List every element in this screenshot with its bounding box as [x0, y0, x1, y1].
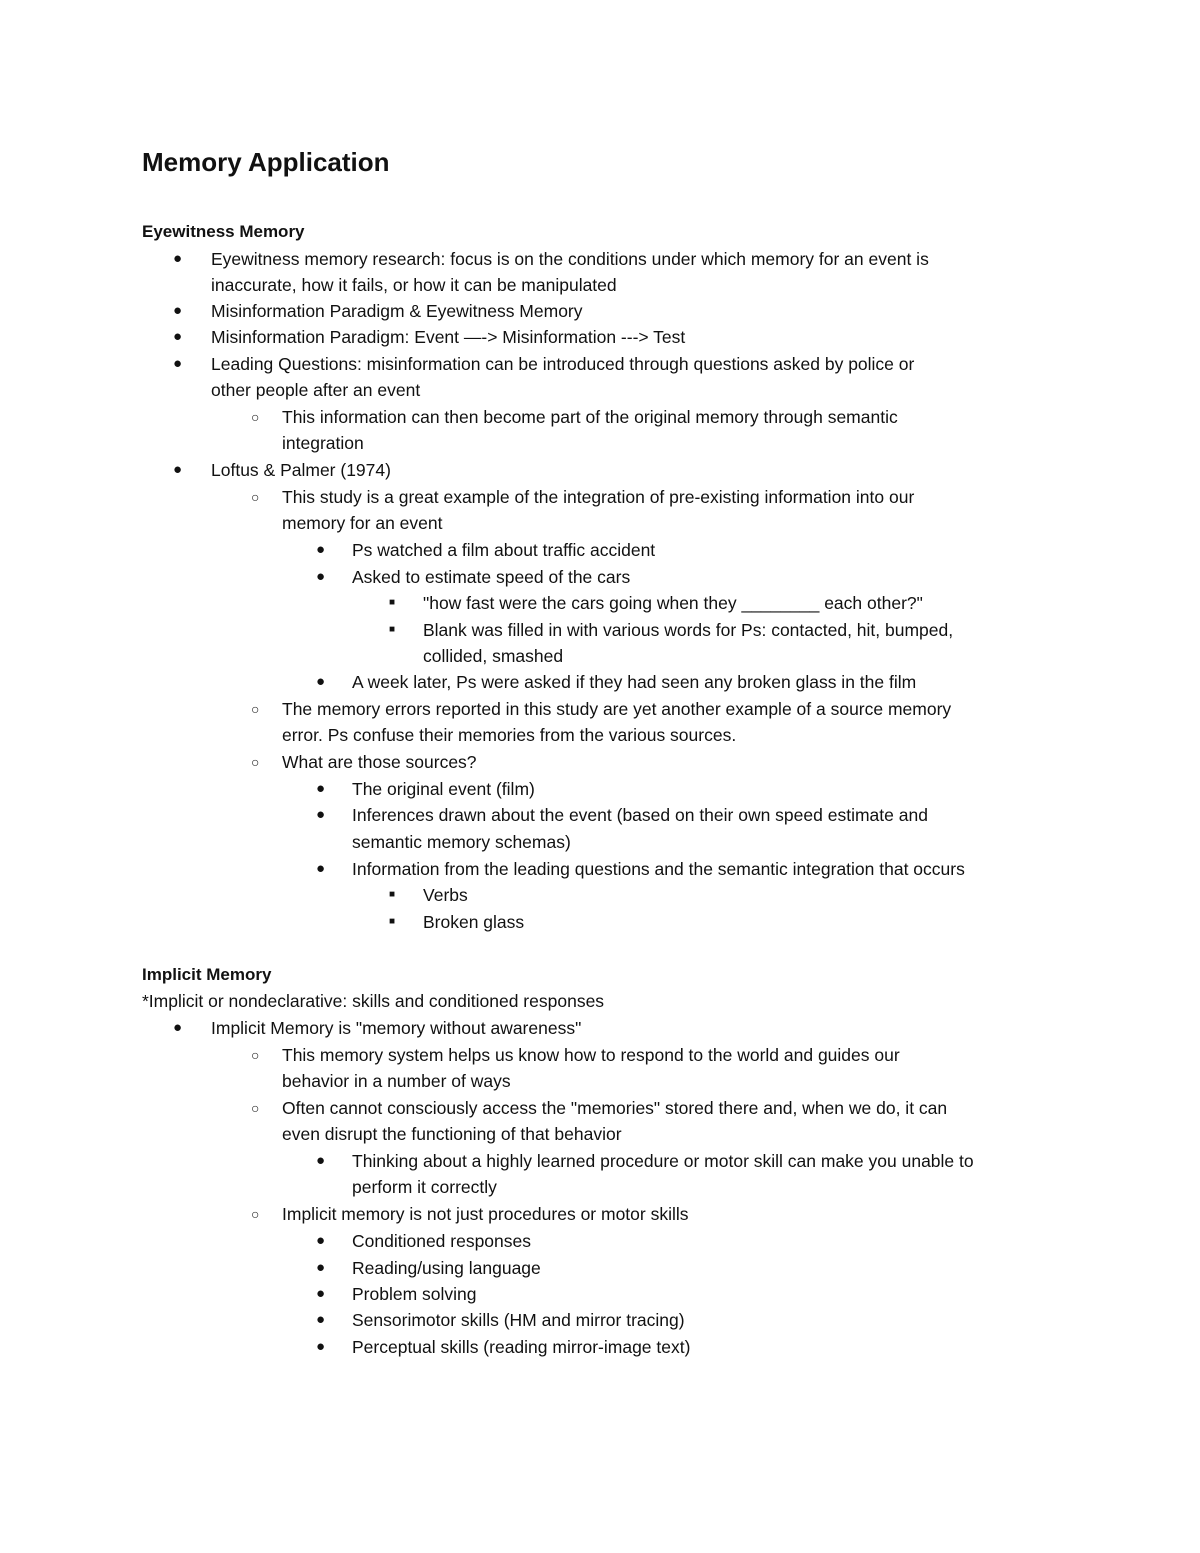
- bullet-disc-icon: ●: [316, 1259, 326, 1276]
- document-title: Memory Application: [142, 147, 390, 177]
- list-item-text: Verbs: [423, 885, 468, 905]
- bullet-disc-icon: ●: [316, 673, 326, 690]
- bullet-circle-icon: ○: [251, 489, 260, 505]
- list-item-text: behavior in a number of ways: [282, 1071, 511, 1091]
- list-item-text: Perceptual skills (reading mirror-image text): [352, 1337, 691, 1357]
- bullet-disc-icon: ●: [316, 1311, 326, 1328]
- bullet-disc-icon: ●: [173, 302, 183, 319]
- list-item-text: Information from the leading questions and the semantic integration that occurs: [352, 859, 965, 879]
- list-item-text: other people after an event: [211, 380, 421, 400]
- list-item-text: Conditioned responses: [352, 1231, 532, 1251]
- list-item-text: Implicit Memory is "memory without awareness": [211, 1018, 582, 1038]
- list-item-text: Misinformation Paradigm & Eyewitness Memory: [211, 301, 583, 321]
- bullet-disc-icon: ●: [316, 1285, 326, 1302]
- list-item-text: This information can then become part of the original memory through semantic: [282, 407, 898, 427]
- list-item-text: inaccurate, how it fails, or how it can be manipulated: [211, 275, 617, 295]
- bullet-disc-icon: ●: [173, 355, 183, 372]
- list-item-text: Inferences drawn about the event (based on their own speed estimate and: [352, 805, 928, 825]
- list-item-text: The original event (film): [352, 779, 535, 799]
- bullet-disc-icon: ●: [316, 1152, 326, 1169]
- section-heading: Implicit Memory: [142, 965, 272, 984]
- list-item-text: Thinking about a highly learned procedure or motor skill can make you unable to: [352, 1151, 974, 1171]
- list-item-text: memory for an event: [282, 513, 443, 533]
- list-item-text: Leading Questions: misinformation can be introduced through questions asked by police or: [211, 354, 915, 374]
- bullet-disc-icon: ●: [316, 860, 326, 877]
- bullet-circle-icon: ○: [251, 1100, 260, 1116]
- list-item-text: Eyewitness memory research: focus is on the conditions under which memory for an event is: [211, 249, 929, 269]
- list-item-text: perform it correctly: [352, 1177, 497, 1197]
- list-item-text: semantic memory schemas): [352, 832, 571, 852]
- bullet-circle-icon: ○: [251, 701, 260, 717]
- list-item-text: The memory errors reported in this study are yet another example of a source memory: [282, 699, 952, 719]
- list-item-text: A week later, Ps were asked if they had seen any broken glass in the film: [352, 672, 917, 692]
- bullet-circle-icon: ○: [251, 1206, 260, 1222]
- list-item-text: Ps watched a film about traffic accident: [352, 540, 656, 560]
- bullet-square-icon: ■: [389, 624, 396, 635]
- list-item-text: This study is a great example of the integration of pre-existing information into our: [282, 487, 915, 507]
- bullet-disc-icon: ●: [316, 541, 326, 558]
- bullet-disc-icon: ●: [316, 806, 326, 823]
- bullet-disc-icon: ●: [316, 1338, 326, 1355]
- list-item-text: "how fast were the cars going when they ________ each other?": [423, 593, 923, 613]
- list-item-text: Broken glass: [423, 912, 525, 932]
- list-item-text: Blank was filled in with various words for Ps: contacted, hit, bumped,: [423, 620, 954, 640]
- bullet-square-icon: ■: [389, 597, 396, 608]
- bullet-disc-icon: ●: [173, 1019, 183, 1036]
- bullet-square-icon: ■: [389, 889, 396, 900]
- list-item-text: collided, smashed: [423, 646, 564, 666]
- list-item-text: This memory system helps us know how to respond to the world and guides our: [282, 1045, 900, 1065]
- list-item-text: Reading/using language: [352, 1258, 541, 1278]
- list-item-text: Loftus & Palmer (1974): [211, 460, 391, 480]
- bullet-disc-icon: ●: [316, 568, 326, 585]
- bullet-disc-icon: ●: [173, 461, 183, 478]
- list-item-text: Misinformation Paradigm: Event —-> Misinformation ---> Test: [211, 327, 686, 347]
- list-item-text: integration: [282, 433, 364, 453]
- bullet-circle-icon: ○: [251, 409, 260, 425]
- bullet-disc-icon: ●: [173, 328, 183, 345]
- bullet-disc-icon: ●: [316, 780, 326, 797]
- section-intro-text: *Implicit or nondeclarative: skills and conditioned responses: [142, 991, 605, 1011]
- list-item-text: Implicit memory is not just procedures or motor skills: [282, 1204, 689, 1224]
- section-heading: Eyewitness Memory: [142, 222, 305, 241]
- list-item-text: even disrupt the functioning of that behavior: [282, 1124, 622, 1144]
- bullet-circle-icon: ○: [251, 1047, 260, 1063]
- list-item-text: Sensorimotor skills (HM and mirror tracing): [352, 1310, 685, 1330]
- list-item-text: Asked to estimate speed of the cars: [352, 567, 631, 587]
- bullet-square-icon: ■: [389, 916, 396, 927]
- bullet-circle-icon: ○: [251, 754, 260, 770]
- list-item-text: Often cannot consciously access the "memories" stored there and, when we do, it can: [282, 1098, 948, 1118]
- bullet-disc-icon: ●: [316, 1232, 326, 1249]
- bullet-disc-icon: ●: [173, 250, 183, 267]
- list-item-text: What are those sources?: [282, 752, 477, 772]
- list-item-text: Problem solving: [352, 1284, 477, 1304]
- list-item-text: error. Ps confuse their memories from the various sources.: [282, 725, 737, 745]
